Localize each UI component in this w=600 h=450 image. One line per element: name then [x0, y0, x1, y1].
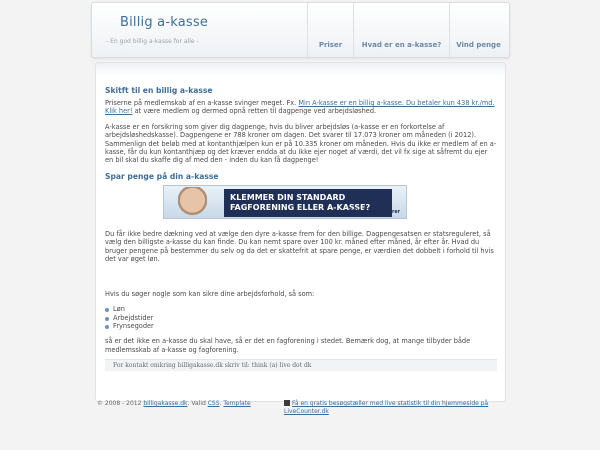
- counter-icon: [284, 400, 290, 406]
- list-item: Løn: [105, 305, 497, 314]
- nav-hvad-er-en-a-kasse[interactable]: Hvad er en a-kasse?: [353, 3, 449, 59]
- benefit-list: [105, 305, 497, 331]
- footer-css-link[interactable]: CSS: [207, 400, 220, 407]
- section-title-spar: Spar penge på din a-kasse: [105, 171, 219, 181]
- paragraph-savings: Du får ikke bedre dækning ved at vælge den dyre a-kasse frem for den billige. Dagpengesatsen er statsreguleret, så vælg den billigste a-kasse du kan finde. Du kan nemt spare over 100 kr. måned efter måned, år efter år. Hvad du bruger pengene på bestemmer du selv og da det er skattefrit at spare penge, er værdien det dobbelt i forhold til hvis det var øget løn.: [105, 229, 494, 264]
- list-item: Arbejdstider: [105, 314, 497, 323]
- site-title[interactable]: Billig a-kasse: [120, 15, 209, 30]
- site-header: [91, 2, 510, 58]
- main-content: [95, 62, 506, 402]
- nav-priser[interactable]: Priser: [307, 3, 353, 59]
- article: [105, 86, 497, 371]
- list-item: Frynsegoder: [105, 322, 497, 331]
- spacer: [105, 270, 497, 290]
- ad-banner[interactable]: [163, 185, 407, 219]
- footer-site-link[interactable]: billigakasse.dk: [143, 400, 188, 407]
- brand: [106, 15, 208, 45]
- banner-line-1: KLEMMER DIN STANDARD: [230, 192, 346, 202]
- frie-logo: FRIE Funktionærer: [349, 209, 400, 215]
- paragraph-search: Hvis du søger nogle som kan sikre dine arbejdsforhold, så som:: [105, 290, 315, 299]
- nav-vind-penge[interactable]: Vind penge: [449, 3, 507, 59]
- footer-counter: [284, 400, 514, 416]
- section-title-skift: Skitft til en billig a-kasse: [105, 86, 213, 95]
- paragraph-prices: [105, 99, 497, 116]
- footer-valid: . Valid: [187, 400, 206, 407]
- site-footer: © 2008 - 2012 billigakasse.dk. Valid CSS. Template Få en gratis besøgstæller med live statistik til din hjemmeside på LiveCounter.dk: [97, 400, 509, 408]
- page-wrapper: [91, 2, 510, 448]
- banner-line-2: FAGFORENING ELLER A-KASSE?: [230, 202, 371, 212]
- min-a-kasse-link[interactable]: Min A-kasse er en billig a-kasse. Du betaler kun 438 kr./md. Klik her!: [105, 99, 495, 116]
- livecounter-link[interactable]: LiveCounter.dk: [284, 408, 329, 415]
- prices-tail: at være medlem og dermed opnå retten til dagpenge ved arbejdsløshed.: [134, 107, 377, 116]
- counter-text-link[interactable]: Få en gratis besøgstæller med live statistik til din hjemmeside på: [292, 400, 489, 407]
- footer-template-link[interactable]: Template: [223, 400, 251, 407]
- main-nav: [307, 3, 507, 59]
- site-tagline: - En god billig a-kasse for alle -: [106, 38, 199, 45]
- person-photo: [178, 187, 207, 219]
- paragraph-dagpenge: A-kasse er en forsikring som giver dig dagpenge, hvis du bliver arbejdsløs (a-kasse er en forkortelse af arbejdsløshedskasse). Dagpengene er 788 kroner om dagen. Det svarer til 17.073 kroner om måneden (i 2012). Sammenlign det beløb med at kontanthjælpen kun er på 10.335 kroner om måneden. Hvis du ikke er medlem af en a-kasse, får du kun kontanthjæp og det kræver endda at du ikke ejer noget af værdi, det vil fx sige at såfremt du ejer en bil skal du skaffe dig af med den - inden du kan få dagpenge!: [105, 122, 497, 165]
- footer-copyright: © 2008 - 2012: [97, 400, 142, 407]
- prices-text: Priserne på medlemskab af en a-kasse svinger meget. Fx.: [105, 99, 297, 107]
- paragraph-fagforening: så er det ikke en a-kasse du skal have, så er det en fagforening i stedet. Bemærk dog, at mange tilbyder både medlemsskab af a-kasse og fagforening.: [105, 337, 471, 354]
- contact-box: For kontakt omkring billigakasse.dk skriv til: think (a) live dot dk: [105, 359, 497, 371]
